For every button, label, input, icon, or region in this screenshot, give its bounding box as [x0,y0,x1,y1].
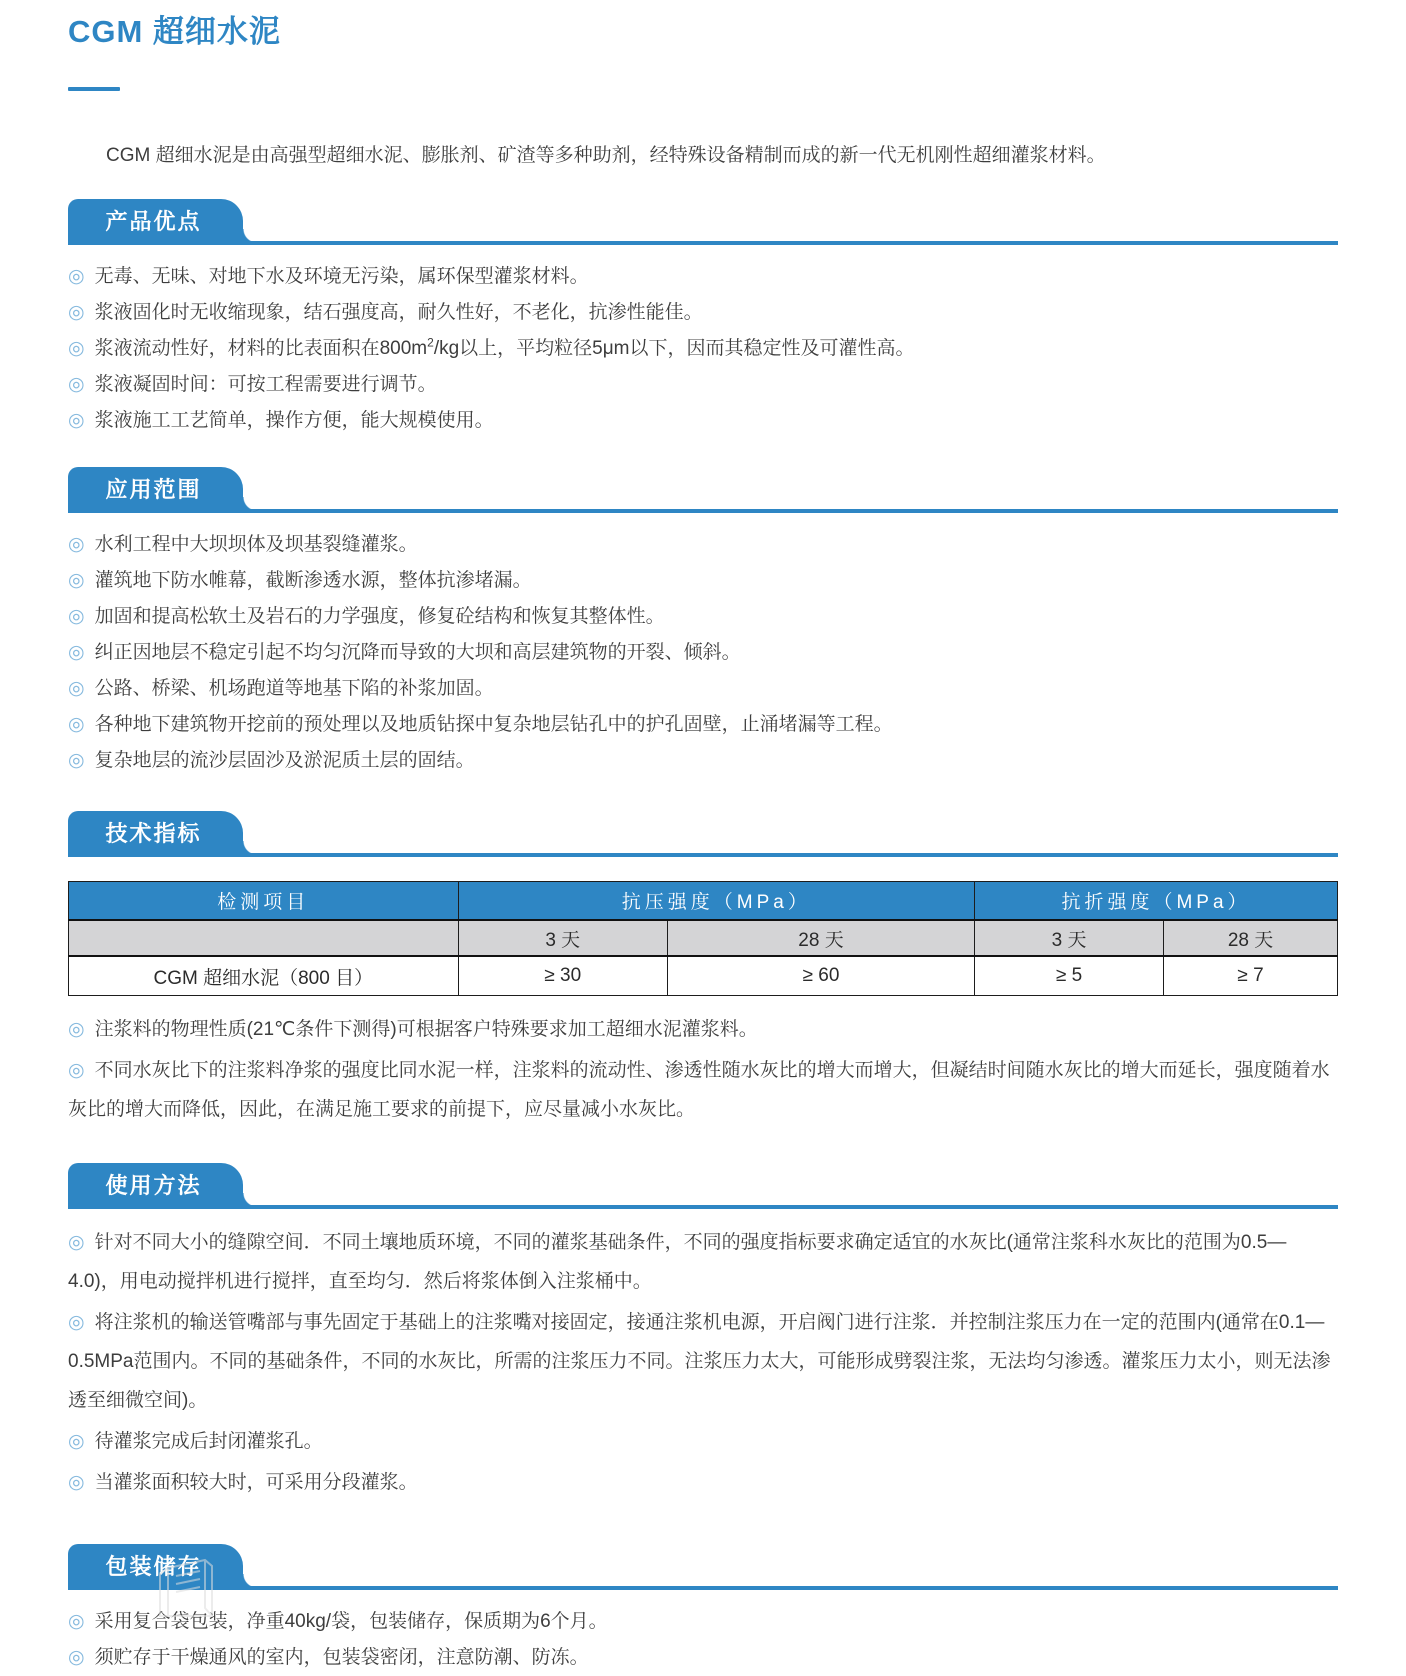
list-item-text: 采用复合袋包装，净重40kg/袋，包装储存，保质期为6个月。 [94,1611,608,1632]
section-header-applications [68,467,1338,513]
table-subheader-cell: 3 天 [975,920,1164,956]
table-header-row [69,882,1338,921]
bullet-icon: ◎ [68,1312,85,1333]
list-item-text: 须贮存于干燥通风的室内，包装袋密闭，注意防潮、防冻。 [94,1647,589,1668]
bullet-icon: ◎ [68,1060,85,1081]
list-item [68,1303,1338,1420]
list-item-text: 当灌浆面积较大时，可采用分段灌浆。 [94,1472,418,1493]
table-header-cell: 抗折强度（MPa） [975,882,1338,921]
table-subheader-cell: 3 天 [458,920,667,956]
list-item-text: 浆液流动性好，材料的比表面积在800m [94,338,428,359]
section-tab-specs: 技术指标 [68,811,243,857]
superscript: 2 [427,335,434,350]
list-item-text: 针对不同大小的缝隙空间．不同土壤地质环境，不同的灌浆基础条件，不同的强度指标要求确定适宜的水灰比(通常注浆科水灰比的范围为0.5—4.0)，用电动搅拌机进行搅拌，直至均匀．然后将浆体倒入注浆桶中。 [68,1232,1287,1292]
list-item [68,527,1338,563]
advantages-list [68,259,1338,439]
bullet-icon: ◎ [68,302,85,323]
table-cell: ≥ 30 [458,956,667,996]
specs-notes-list [68,1010,1338,1129]
applications-list [68,527,1338,779]
table-subheader-cell: 28 天 [1164,920,1338,956]
list-item-text: 水利工程中大坝坝体及坝基裂缝灌浆。 [94,534,418,555]
list-item [68,599,1338,635]
section-tab-packaging: 包装储存 [68,1544,243,1590]
title-underline [68,87,120,91]
section-tab-applications: 应用范围 [68,467,243,513]
packaging-list [68,1604,1338,1676]
bullet-icon: ◎ [68,606,85,627]
list-item-text: 浆液施工工艺简单，操作方便，能大规模使用。 [94,410,494,431]
list-item-text: 灌筑地下防水帷幕，截断渗透水源，整体抗渗堵漏。 [94,570,532,591]
section-header-specs [68,811,1338,857]
bullet-icon: ◎ [68,534,85,555]
list-item-text: 加固和提高松软土及岩石的力学强度，修复砼结构和恢复其整体性。 [94,606,665,627]
list-item-text: 浆液凝固时间：可按工程需要进行调节。 [94,374,437,395]
table-row [69,956,1338,996]
cement-bag-watermark-icon [150,1558,250,1618]
bullet-icon: ◎ [68,678,85,699]
bullet-icon: ◎ [68,410,85,431]
list-item [68,1463,1338,1502]
list-item [68,403,1338,439]
list-item-text: 无毒、无味、对地下水及环境无污染，属环保型灌浆材料。 [94,266,589,287]
list-item [68,367,1338,403]
list-item-text: 将注浆机的输送管嘴部与事先固定于基础上的注浆嘴对接固定，接通注浆机电源，开启阀门进行注浆．并控制注浆压力在一定的范围内(通常在0.1—0.5MPa范围内。不同的基础条件，不同的水灰比，所需的注浆压力不同。注浆压力太大，可能形成劈裂注浆，无法均匀渗透。灌浆压力太小，则无法渗透至细微空间)。 [68,1312,1331,1411]
bullet-icon: ◎ [68,642,85,663]
list-item [68,1010,1338,1049]
list-item-text: 公路、桥梁、机场跑道等地基下陷的补浆加固。 [94,678,494,699]
list-item [68,671,1338,707]
list-item-text: 浆液固化时无收缩现象，结石强度高，耐久性好，不老化，抗渗性能佳。 [94,302,703,323]
bullet-icon: ◎ [68,266,85,287]
table-subheader-cell: 28 天 [667,920,974,956]
usage-list [68,1223,1338,1502]
list-item [68,1422,1338,1461]
bullet-icon: ◎ [68,714,85,735]
list-item-text: 各种地下建筑物开挖前的预处理以及地质钻探中复杂地层钻孔中的护孔固壁，止涌堵漏等工程。 [94,714,893,735]
bullet-icon: ◎ [68,570,85,591]
section-tab-usage: 使用方法 [68,1163,243,1209]
bullet-icon: ◎ [68,1647,85,1668]
bullet-icon: ◎ [68,1019,85,1040]
bullet-icon: ◎ [68,374,85,395]
list-item [68,563,1338,599]
bullet-icon: ◎ [68,1431,85,1452]
list-item-text: 待灌浆完成后封闭灌浆孔。 [94,1431,323,1452]
bullet-icon: ◎ [68,338,85,359]
list-item-text: 纠正因地层不稳定引起不均匀沉降而导致的大坝和高层建筑物的开裂、倾斜。 [94,642,741,663]
section-header-advantages [68,199,1338,245]
table-subheader-row [69,920,1338,956]
table-subheader-cell [69,920,459,956]
table-header-cell: 抗压强度（MPa） [458,882,974,921]
page-title: CGM 超细水泥 [68,14,281,49]
table-cell: ≥ 60 [667,956,974,996]
list-item [68,331,1338,367]
table-cell: CGM 超细水泥（800 目） [69,956,459,996]
section-tab-advantages: 产品优点 [68,199,243,245]
list-item [68,1051,1338,1129]
section-header-usage [68,1163,1338,1209]
section-header-packaging [68,1544,1338,1590]
list-item [68,259,1338,295]
list-item [68,635,1338,671]
table-cell: ≥ 5 [975,956,1164,996]
list-item-text: 注浆料的物理性质(21℃条件下测得)可根据客户特殊要求加工超细水泥灌浆料。 [94,1019,758,1040]
document-page [0,6,1406,1676]
list-item [68,1223,1338,1301]
bullet-icon: ◎ [68,750,85,771]
intro-paragraph: CGM 超细水泥是由高强型超细水泥、膨胀剂、矿渣等多种助剂，经特殊设备精制而成的新一代无机刚性超细灌浆材料。 [106,145,1106,166]
bullet-icon: ◎ [68,1232,85,1253]
tech-specs-table [68,881,1338,996]
table-cell: ≥ 7 [1164,956,1338,996]
list-item [68,707,1338,743]
list-item [68,1604,1338,1640]
list-item-text: 不同水灰比下的注浆料净浆的强度比同水泥一样，注浆料的流动性、渗透性随水灰比的增大而增大，但凝结时间随水灰比的增大而延长，强度随着水灰比的增大而降低，因此，在满足施工要求的前提下，应尽量减小水灰比。 [68,1060,1330,1120]
table-header-cell: 检测项目 [69,882,459,921]
list-item [68,743,1338,779]
bullet-icon: ◎ [68,1611,85,1632]
list-item-text: /kg以上，平均粒径5μm以下，因而其稳定性及可灌性高。 [433,338,915,359]
list-item-text: 复杂地层的流沙层固沙及淤泥质土层的固结。 [94,750,475,771]
bullet-icon: ◎ [68,1472,85,1493]
list-item [68,1640,1338,1676]
list-item [68,295,1338,331]
